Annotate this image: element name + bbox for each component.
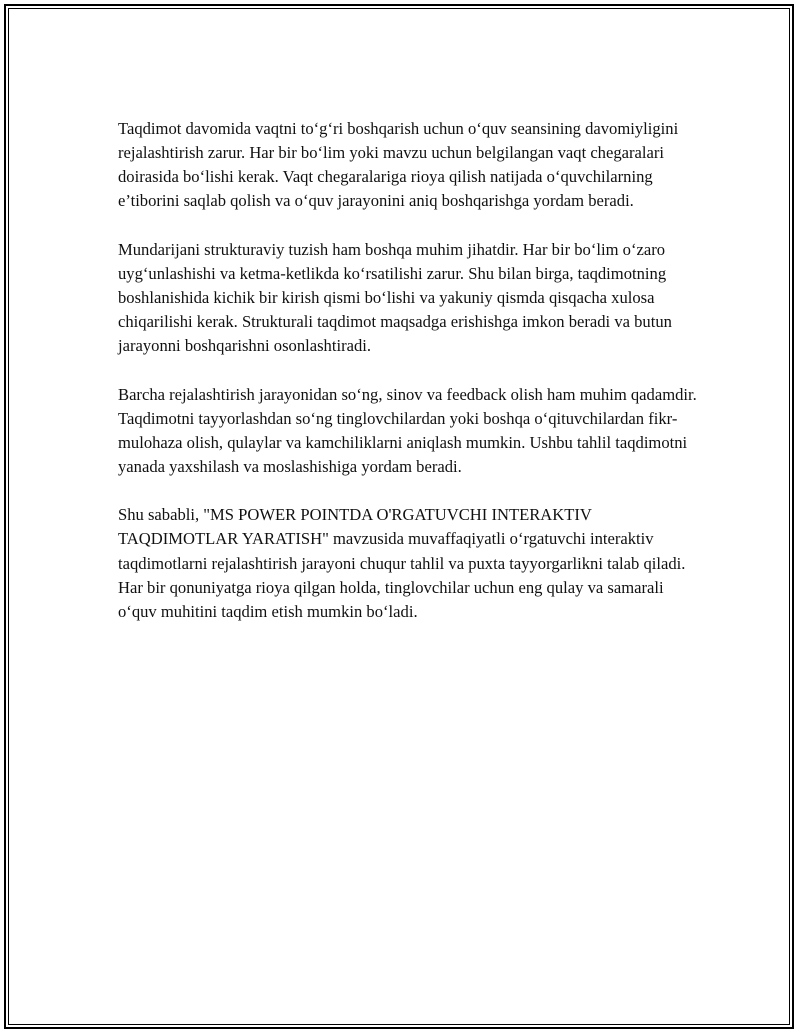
paragraph-conclusion: Shu sababli, "MS POWER POINTDA O'RGATUVCHI INTERAKTIV TAQDIMOTLAR YARATISH" mavzusida muvaffaqiyatli o‘rgatuvchi interaktiv taqdimotlarni rejalashtirish jarayoni chuqur tahlil va puxta tayyorgarlikni talab qiladi. Har bir qonuniyatga rioya qilgan holda, tinglovchilar uchun eng qulay va samarali o‘quv muhitini taqdim etish mumkin bo‘ladi. xyxy=(118,505,686,621)
document-body xyxy=(118,117,698,648)
paragraph-structure: Mundarijani strukturaviy tuzish ham boshqa muhim jihatdir. Har bir bo‘lim o‘zaro uyg‘unlashishi va ketma-ketlikda ko‘rsatilishi zarur. Shu bilan birga, taqdimotning boshlanishida kichik bir kirish qismi bo‘lishi va yakuniy qismda qisqacha xulosa chiqarilishi kerak. Strukturali taqdimot maqsadga erishishga imkon beradi va butun jarayonni boshqarishni osonlashtiradi. xyxy=(118,239,672,356)
paragraph-testing-feedback: Barcha rejalashtirish jarayonidan so‘ng, sinov va feedback olish ham muhim qadamdir. Taqdimotni tayyorlashdan so‘ng tinglovchilardan yoki boshqa o‘qituvchilardan fikr-mulohaza olish, qulaylar va kamchiliklarni aniqlash mumkin. Ushbu tahlil taqdimotni yanada yaxshilash va moslashishiga yordam beradi. xyxy=(118,384,697,476)
paragraph-time-management: Taqdimot davomida vaqtni to‘g‘ri boshqarish uchun o‘quv seansining davomiyligini rejalashtirish zarur. Har bir bo‘lim yoki mavzu uchun belgilangan vaqt chegaralari doirasida bo‘lishi kerak. Vaqt chegaralariga rioya qilish natijada o‘quvchilarning e’tiborini saqlab qolish va o‘quv jarayonini aniq boshqarishga yordam beradi. xyxy=(118,119,679,211)
